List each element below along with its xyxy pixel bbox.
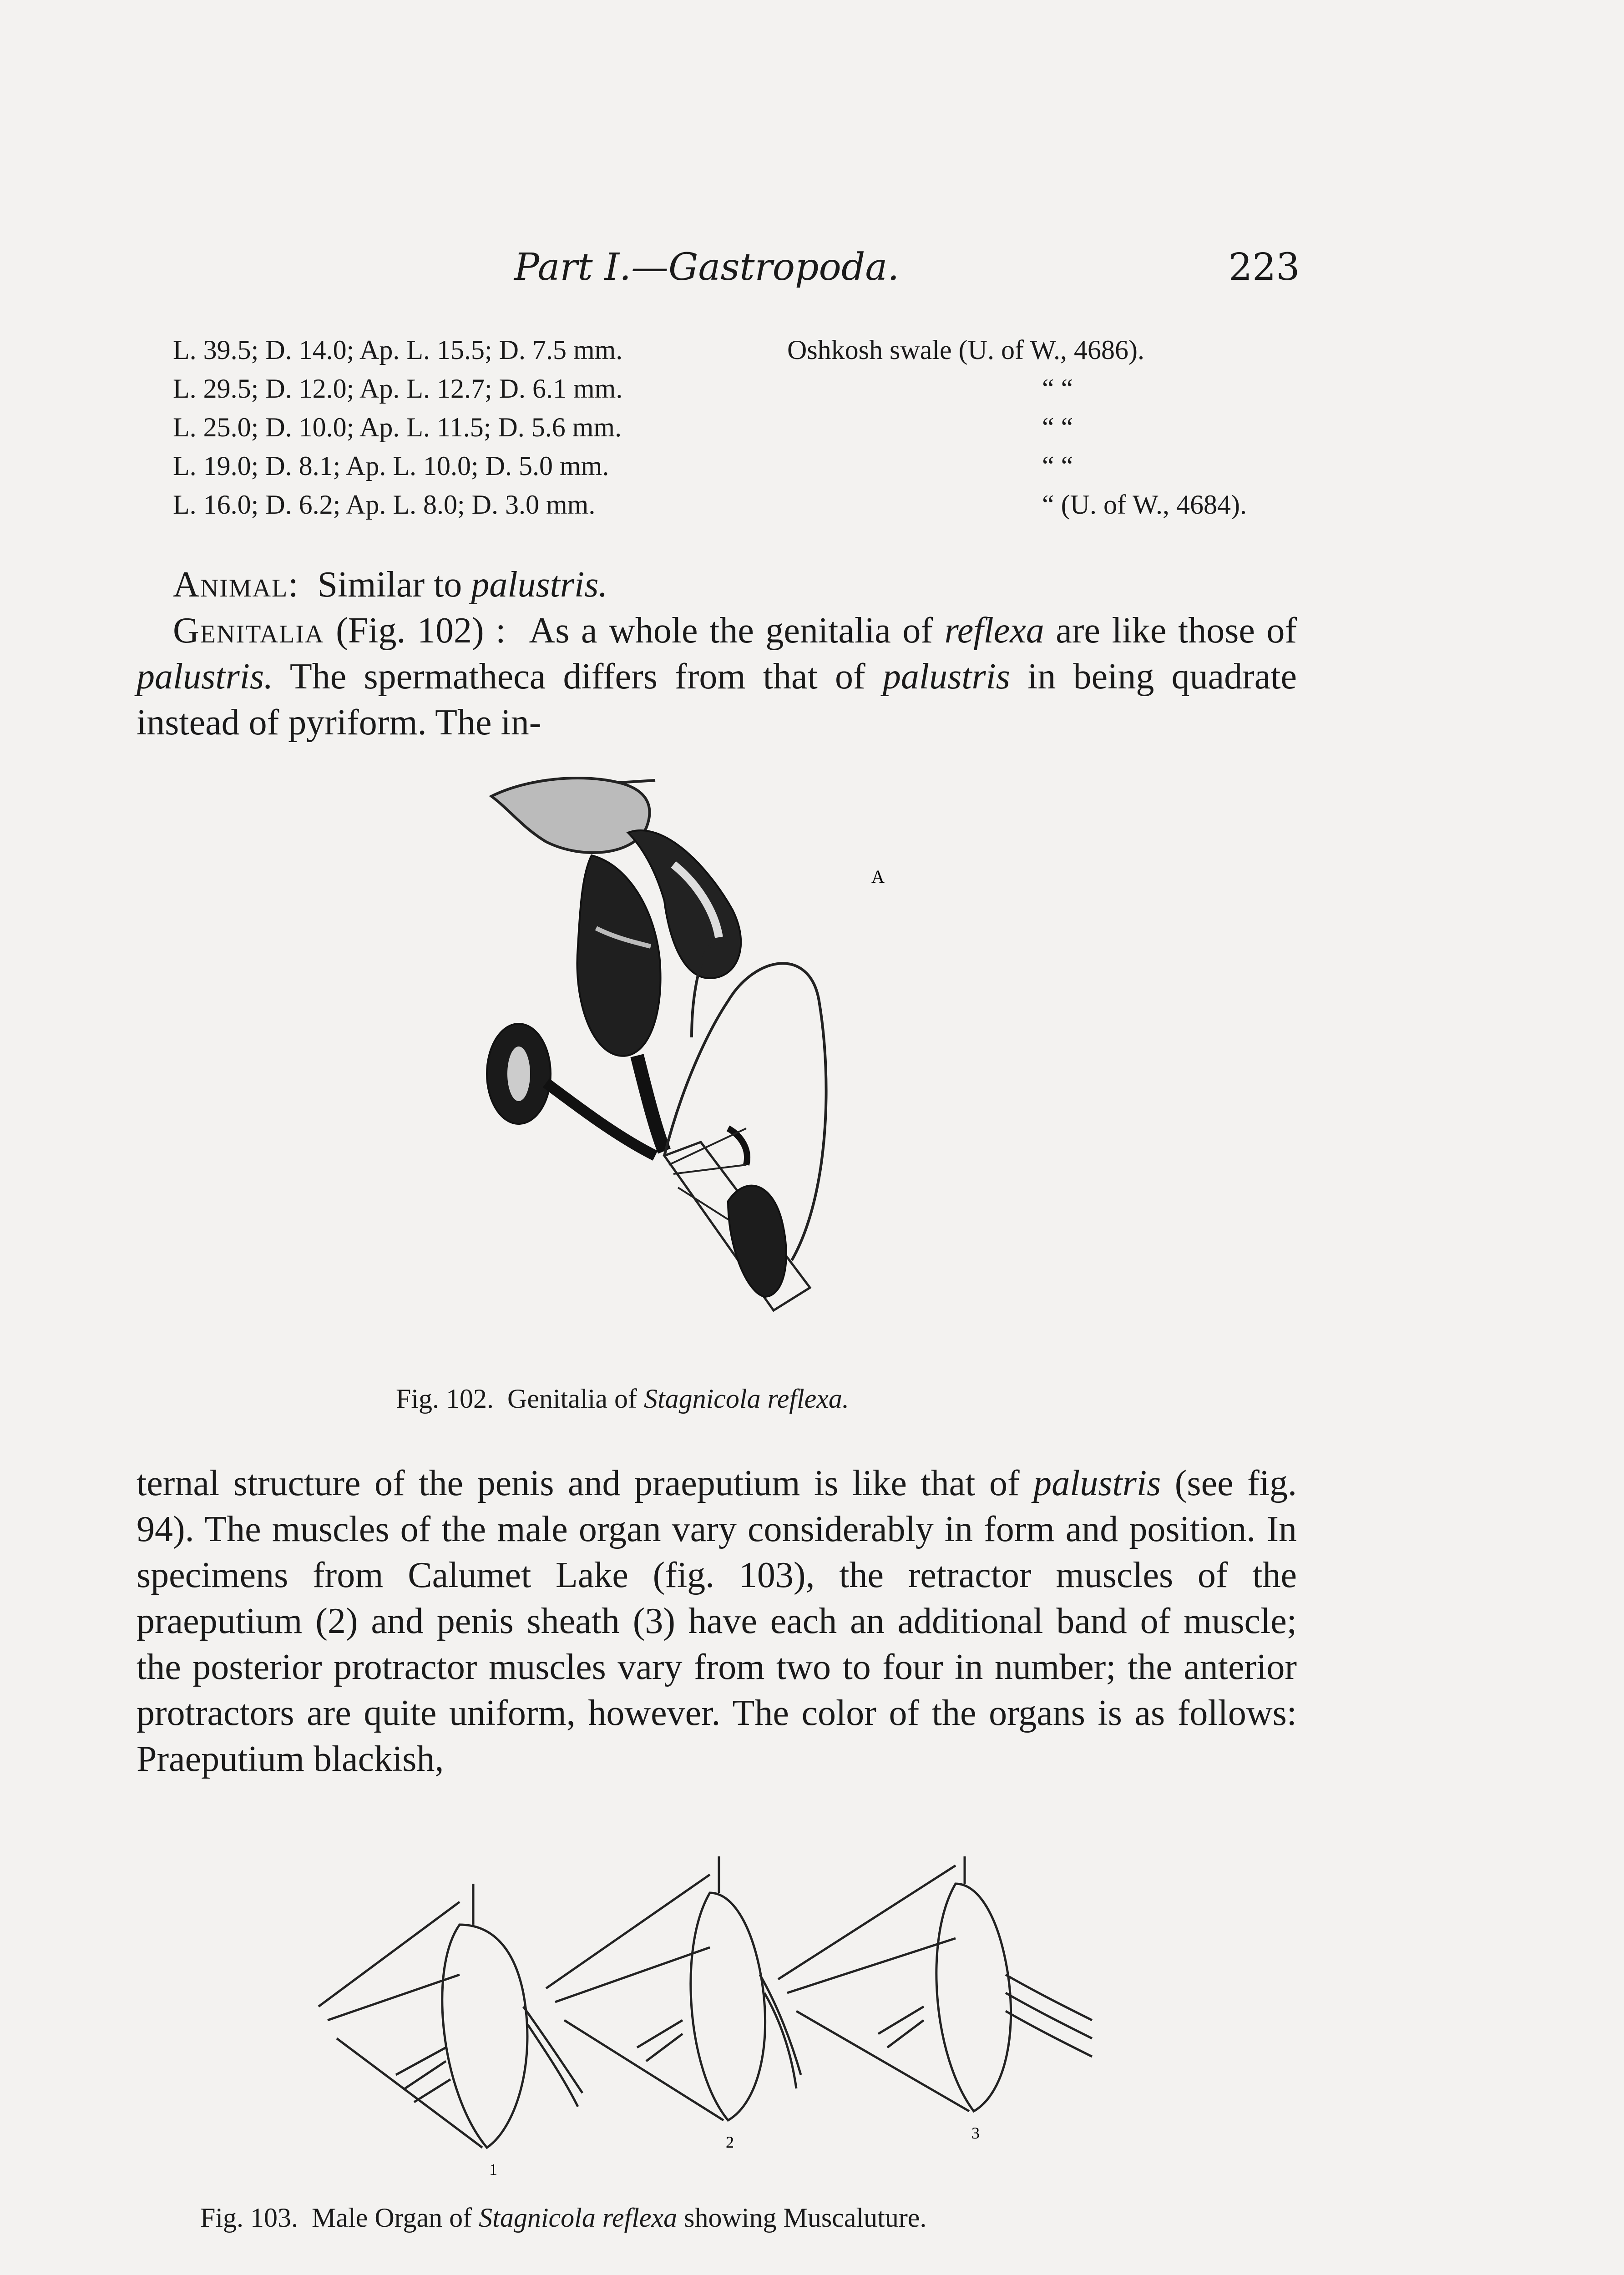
male-organ-illustration [309, 1856, 1183, 2184]
figure-102-caption: Fig. 102. Genitalia of Stagnicola reflexa. [396, 1384, 849, 1414]
organ-label-2: 2 [726, 2133, 734, 2151]
measurement-row [173, 334, 1144, 366]
measurement-locality: “ “ [1042, 412, 1073, 442]
page-number: 223 [1229, 246, 1300, 289]
measurement-dims: L. 25.0; D. 10.0; Ap. L. 11.5; D. 5.6 mm. [173, 412, 622, 442]
measurement-dims: L. 16.0; D. 6.2; Ap. L. 8.0; D. 3.0 mm. [173, 490, 596, 520]
genitalia-illustration [455, 764, 1010, 1365]
organ-label-1: 1 [489, 2160, 497, 2179]
organ-label-3: 3 [971, 2124, 980, 2142]
genitalia-paragraph: Genitalia (Fig. 102) : As a whole the genitalia of reflexa are like those of palustris. The spermatheca differs from that of palustris in being quadrate instead of pyriform. The in- [137, 611, 1297, 743]
running-title: Part I.—Gastropoda. [514, 246, 900, 289]
measurement-row [173, 450, 1073, 482]
measurement-row [173, 489, 1247, 521]
measurement-row [173, 373, 1073, 404]
animal-label: Animal: [173, 565, 299, 605]
measurement-locality: “ (U. of W., 4684). [1042, 490, 1247, 520]
measurement-dims: L. 19.0; D. 8.1; Ap. L. 10.0; D. 5.0 mm. [173, 451, 609, 481]
figure-label-a: A [871, 866, 885, 887]
measurement-dims: L. 39.5; D. 14.0; Ap. L. 15.5; D. 7.5 mm. [173, 335, 623, 365]
measurement-locality: “ “ [1042, 374, 1073, 404]
internal-structure-paragraph: ternal structure of the penis and praeputium is like that of palustris (see fig. 94). The muscles of the male organ vary considerably in form and position. In specimens from Calumet Lake (fig. 103), the retractor muscles of the praeputium (2) and penis sheath (3) have each an additional band of muscle; the posterior protractor muscles vary from two to four in number; the anterior protractors are quite uniform, however. The color of the organs is as follows: Praeputium blackish, [137, 1463, 1297, 1779]
animal-paragraph: Animal: Similar to palustris. [173, 565, 608, 605]
measurement-locality: Oshkosh swale (U. of W., 4686). [787, 335, 1144, 365]
measurement-dims: L. 29.5; D. 12.0; Ap. L. 12.7; D. 6.1 mm. [173, 374, 623, 404]
genitalia-label: Genitalia [173, 611, 324, 651]
figure-103-caption: Fig. 103. Male Organ of Stagnicola reflexa showing Muscaluture. [200, 2203, 927, 2233]
measurement-row [173, 412, 1073, 443]
measurement-locality: “ “ [1042, 451, 1073, 481]
